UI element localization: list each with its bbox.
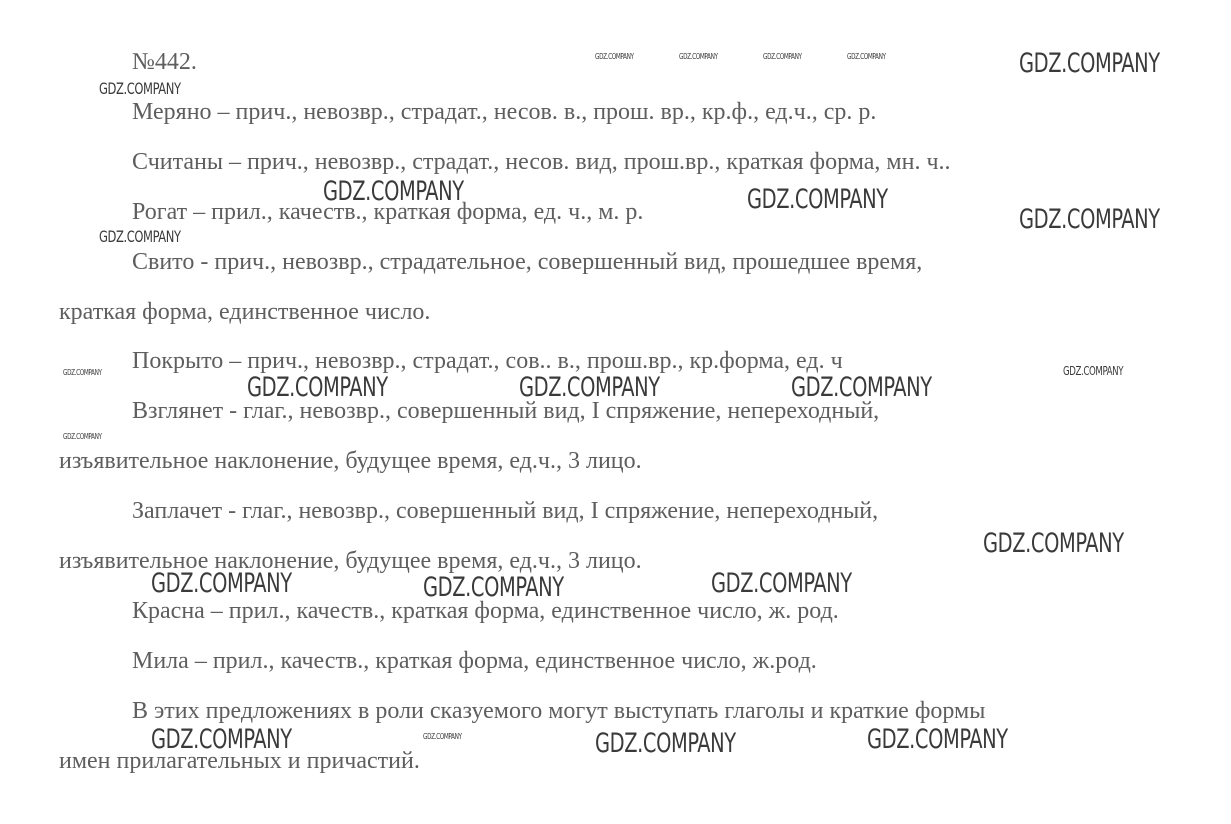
- text-line: Заплачет - глаг., невозвр., совершенный вид, I спряжение, непереходный,: [132, 498, 879, 524]
- watermark: GDZ.COMPANY: [63, 368, 102, 377]
- watermark: GDZ.COMPANY: [867, 724, 1008, 755]
- watermark: GDZ.COMPANY: [1019, 48, 1160, 79]
- watermark: GDZ.COMPANY: [847, 52, 886, 61]
- watermark: GDZ.COMPANY: [595, 728, 736, 759]
- watermark: GDZ.COMPANY: [423, 572, 564, 603]
- text-line: Меряно – прич., невозвр., страдат., несов. в., прош. вр., кр.ф., ед.ч., ср. р.: [132, 99, 877, 125]
- text-line: Мила – прил., качеств., краткая форма, единственное число, ж.род.: [132, 648, 817, 674]
- watermark: GDZ.COMPANY: [983, 528, 1124, 559]
- watermark: GDZ.COMPANY: [747, 184, 888, 215]
- text-line: Покрыто – прич., невозвр., страдат., сов.. в., прош.вр., кр.форма, ед. ч: [132, 348, 843, 374]
- watermark: GDZ.COMPANY: [595, 52, 634, 61]
- watermark: GDZ.COMPANY: [423, 732, 462, 741]
- watermark: GDZ.COMPANY: [247, 372, 388, 403]
- watermark: GDZ.COMPANY: [763, 52, 802, 61]
- watermark: GDZ.COMPANY: [519, 372, 660, 403]
- watermark: GDZ.COMPANY: [151, 724, 292, 755]
- text-line: В этих предложениях в роли сказуемого могут выступать глаголы и краткие формы: [132, 698, 986, 724]
- text-line: краткая форма, единственное число.: [59, 299, 431, 325]
- text-line: изъявительное наклонение, будущее время, ед.ч., 3 лицо.: [59, 548, 642, 574]
- watermark: GDZ.COMPANY: [679, 52, 718, 61]
- text-line: Рогат – прил., качеств., краткая форма, ед. ч., м. р.: [132, 199, 644, 225]
- exercise-number: №442.: [132, 49, 197, 75]
- watermark: GDZ.COMPANY: [99, 227, 181, 246]
- watermark: GDZ.COMPANY: [151, 568, 292, 599]
- watermark: GDZ.COMPANY: [99, 79, 181, 98]
- text-line: имен прилагательных и причастий.: [59, 748, 420, 774]
- text-line: Взглянет - глаг., невозвр., совершенный вид, I спряжение, непереходный,: [132, 398, 880, 424]
- watermark: GDZ.COMPANY: [1019, 204, 1160, 235]
- watermark: GDZ.COMPANY: [63, 432, 102, 441]
- watermark: GDZ.COMPANY: [791, 372, 932, 403]
- watermark: GDZ.COMPANY: [1063, 364, 1124, 378]
- text-line: Красна – прил., качеств., краткая форма, единственное число, ж. род.: [132, 598, 839, 624]
- watermark: GDZ.COMPANY: [711, 568, 852, 599]
- text-line: Считаны – прич., невозвр., страдат., несов. вид, прош.вр., краткая форма, мн. ч..: [132, 149, 951, 175]
- watermark: GDZ.COMPANY: [323, 176, 464, 207]
- text-line: Свито - прич., невозвр., страдательное, совершенный вид, прошедшее время,: [132, 249, 923, 275]
- text-line: изъявительное наклонение, будущее время, ед.ч., 3 лицо.: [59, 448, 642, 474]
